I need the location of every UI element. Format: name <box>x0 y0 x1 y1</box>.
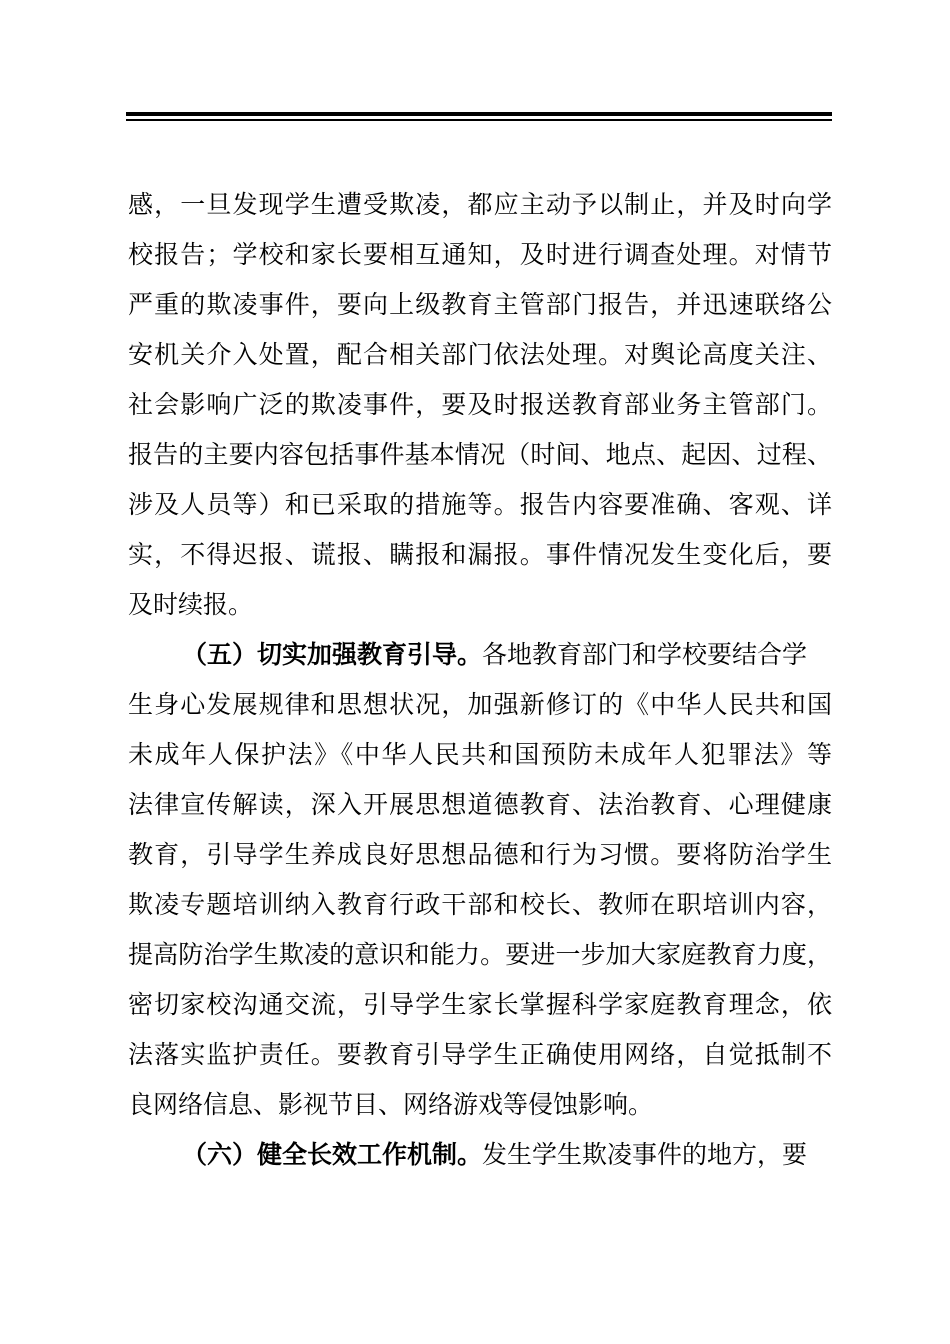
text-line: 社会影响广泛的欺凌事件，要及时报送教育部业务主管部门。 <box>128 390 832 419</box>
text-line: 生身心发展规律和思想状况，加强新修订的《中华人民共和国 <box>128 690 832 719</box>
text-line: 良网络信息、影视节目、网络游戏等侵蚀影响。 <box>128 1090 654 1119</box>
text-line: 涉及人员等）和已采取的措施等。报告内容要准确、客观、详 <box>128 490 832 519</box>
text-run: 发生学生欺凌事件的地方，要 <box>482 1140 808 1169</box>
header-rule-thin <box>126 119 832 121</box>
text-line: 未成年人保护法》《中华人民共和国预防未成年人犯罪法》等 <box>128 740 832 769</box>
text-run: 各地教育部门和学校要结合学 <box>482 640 808 669</box>
text-line: 安机关介入处置，配合相关部门依法处理。对舆论高度关注、 <box>128 340 832 369</box>
section-heading: （六）健全长效工作机制。 <box>182 1140 483 1169</box>
text-line: 密切家校沟通交流，引导学生家长掌握科学家庭教育理念，依 <box>128 990 832 1019</box>
text-line: 教育，引导学生养成良好思想品德和行为习惯。要将防治学生 <box>128 840 832 869</box>
section-heading: （五）切实加强教育引导。 <box>182 640 483 669</box>
text-line: 法律宣传解读，深入开展思想道德教育、法治教育、心理健康 <box>128 790 832 819</box>
text-line: 法落实监护责任。要教育引导学生正确使用网络，自觉抵制不 <box>128 1040 832 1069</box>
text-line: 欺凌专题培训纳入教育行政干部和校长、教师在职培训内容， <box>128 890 832 919</box>
text-line: 感，一旦发现学生遭受欺凌，都应主动予以制止，并及时向学 <box>128 190 832 219</box>
paragraph-first-line <box>128 1135 832 1175</box>
text-line: 校报告；学校和家长要相互通知，及时进行调查处理。对情节 <box>128 240 832 269</box>
header-rule-thick <box>126 112 832 116</box>
text-line: 严重的欺凌事件，要向上级教育主管部门报告，并迅速联络公 <box>128 290 832 319</box>
text-line: 实，不得迟报、谎报、瞒报和漏报。事件情况发生变化后，要 <box>128 540 832 569</box>
paragraph-first-line <box>128 635 832 675</box>
text-line: 报告的主要内容包括事件基本情况（时间、地点、起因、过程、 <box>128 440 832 469</box>
text-line: 及时续报。 <box>128 590 254 619</box>
text-line: 提高防治学生欺凌的意识和能力。要进一步加大家庭教育力度， <box>128 940 832 969</box>
